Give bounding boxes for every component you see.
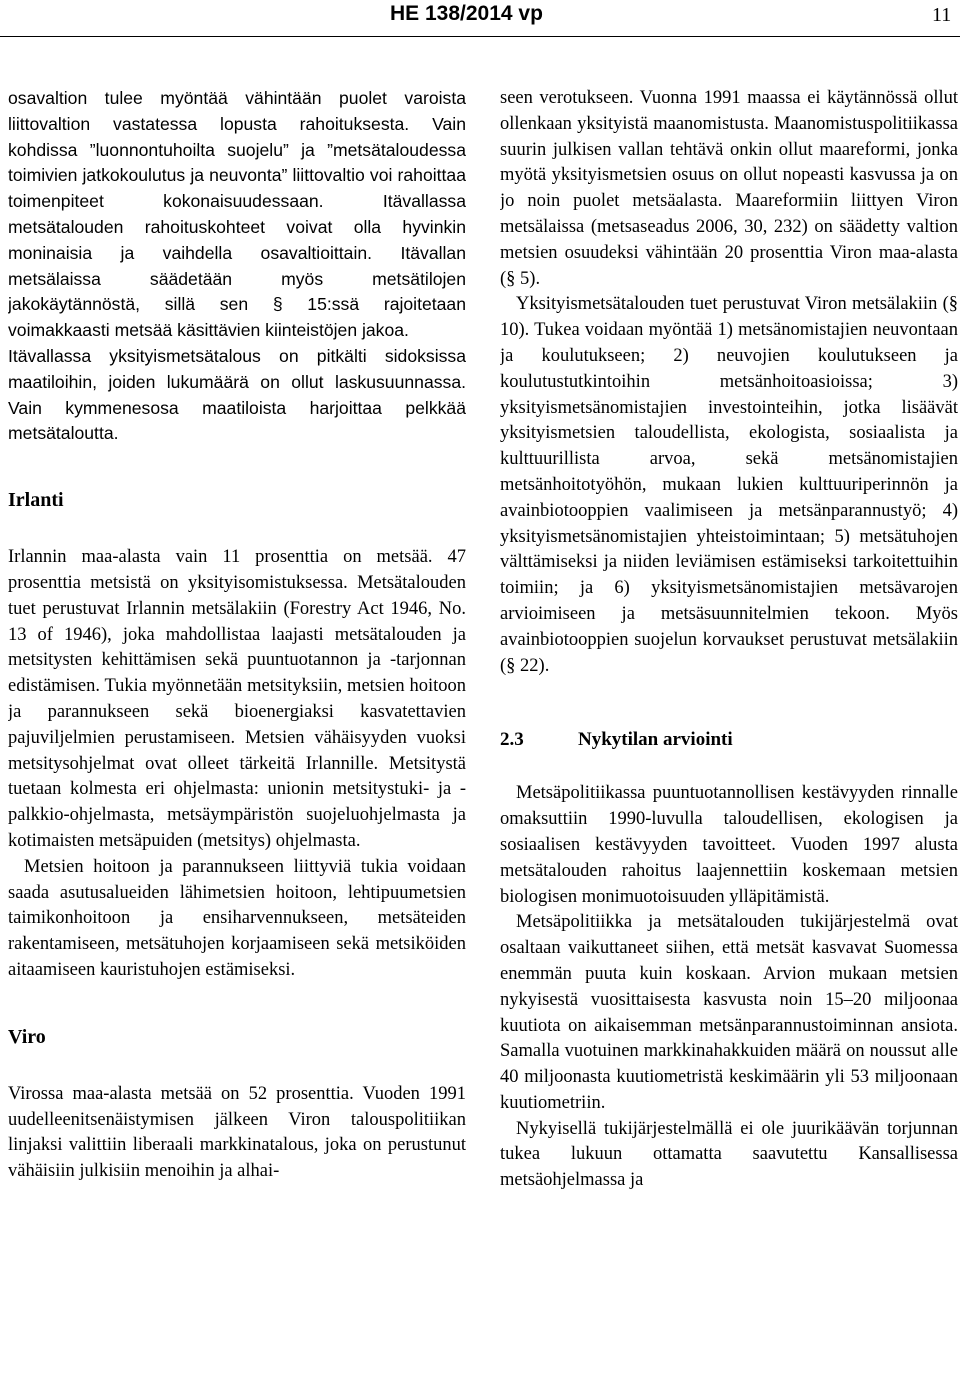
section-number: 2.3	[500, 729, 524, 751]
paragraph-policy-sustainability: Metsäpolitiikassa puuntuotannollisen kestävyyden rinnalle omaksuttiin 1990-luvulla taloudellisen, ekologisen ja sosiaalisen kestävyyden tavoitteet. Vuoden 1997 alusta metsätalouden rahoitus laajennettiin koskemaan metsien biologisen monimuotoisuuden ylläpitämistä.	[500, 783, 958, 907]
paragraph-austria-private-forestry: Itävallassa yksityismetsätalous on pitkälti sidoksissa maatiloihin, joiden lukumäärä on ollut laskusuunnassa. Vain kymmenesosa maatiloista harjoittaa pelkkää metsätaloutta.	[8, 345, 466, 444]
section-title: Nykytilan arviointi	[578, 729, 733, 751]
heading-ireland: Irlanti	[8, 489, 64, 512]
paragraph-policy-growth: Metsäpolitiikka ja metsätalouden tukijärjestelmä ovat osaltaan vaikuttaneet siihen, että metsät kasvavat Suomessa enemmän puuta kuin koskaan. Arvion mukaan metsien nykyisestä vuosittaisesta kasvusta noin 15–20 miljoonaa kuutiota on aikaisemman metsänparannustoiminnan ansiota. Samalla vuotuinen markkinahakkuiden määrä on noussut alle 40 miljoonasta kuutiometristä keskimäärin yli 53 miljoonaan kuutiometriin.	[500, 912, 958, 1113]
paragraph-austria-funding: osavaltion tulee myöntää vähintään puolet varoista liittovaltion vastatessa lopusta rahoituksesta. Vain kohdissa ”luonnontuhoilta suojelu” ja ”metsätaloudessa toimivien jatkokoulutus ja neuvonta” liittovaltio voi rahoittaa toimenpiteet kokonaisuudessaan. Itävallassa metsätalouden rahoituskohteet voivat olla hyvinkin moninaisia ja vaihdella osavaltioittain. Itävallan metsälaissa säädetään myös metsätilojen jakokäytännöstä, sillä sen § 15:ssä rajoitetaan voimakkaasti metsää käsittävien kiinteistöjen jakoa.	[8, 88, 466, 341]
section-heading	[500, 727, 958, 753]
header-divider	[0, 36, 960, 37]
paragraph-estonia-support: Yksityismetsätalouden tuet perustuvat Viron metsälakiin (§ 10). Tukea voidaan myöntää 1) metsänomistajien neuvontaan ja koulutukseen; 2) neuvojien koulutukseen ja koulutustutkintoihin metsänhoitoasioissa; 3) yksityismetsänomistajien investointeihin, jotka lisäävät yksityismetsien taloudellista, ekologista, sosiaalista ja kulttuurillista arvoa, sekä metsänomistajien metsänhoitotyöhön, mukaan lukien kulttuuriperinnön ja avainbiotooppien vaalimiseen ja metsänparannustyö; 4) yksityismetsänomistajien yhteistoimintaan; 5) metsätuhojen välttämiseksi ja niiden leviämisen estämiseksi tarkoitettuihin toimiin; ja 6) yksityismetsänomistajien metsävarojen arvioimiseen ja metsäsuunnitelmien tekoon. Myös avainbiotooppien suojelun korvaukset perustuvat metsälakiin (§ 22).	[500, 294, 958, 676]
paragraph-current-system: Nykyisellä tukijärjestelmällä ei ole juurikäävän torjunnan tukea lukuun ottamatta saavutettu Kansallisessa metsäohjelmassa ja	[500, 1118, 958, 1191]
paragraph-ireland-forestry: Irlannin maa-alasta vain 11 prosenttia on metsää. 47 prosenttia metsistä on yksityisomistuksessa. Metsätalouden tuet perustuvat Irlannin metsälakiin (Forestry Act 1946, No. 13 of 1946), joka mahdollistaa laajasti metsätalouden ja metsitysten kehittämisen sekä puuntuotannon ja -tarjonnan edistämisen. Tukia myönnetään metsityksiin, metsien hoitoon ja parannukseen sekä bioenergiaksi kasvatettavien pajuviljelmien perustamiseen. Metsien vähäisyyden vuoksi metsitysohjelmat ovat olleet tärkeitä Irlannille. Metsitystä tuetaan kolmesta eri ohjelmasta: unionin metsitystuki- ja -palkkio-ohjelmasta, metsäympäristön suojeluohjelmasta ja kotimaisten metsäpuiden (metsitys) ohjelmasta.	[8, 547, 466, 851]
heading-estonia: Viro	[8, 1025, 46, 1048]
paragraph-ireland-support: Metsien hoitoon ja parannukseen liittyviä tukia voidaan saada asutusalueiden lähimetsien hoitoon, lehtipuumetsien taimikonhoitoon ja ensiharvennukseen, metsäteiden rakentamiseen, metsätuhojen korjaamiseen sekä metsiköiden aitaamiseen kauristuhojen estämiseksi.	[8, 856, 466, 980]
page-header	[0, 0, 960, 40]
left-column	[8, 86, 466, 1386]
paragraph-estonia-intro: Virossa maa-alasta metsää on 52 prosenttia. Vuoden 1991 uudelleenitsenäistymisen jälkeen Viron talouspolitiikan linjaksi valittiin liberaali markkinatalous, joka on perustunut vähäisiin julkisiin menoihin ja alhai-	[8, 1083, 466, 1182]
right-column	[500, 86, 958, 1386]
paragraph-estonia-land-reform: seen verotukseen. Vuonna 1991 maassa ei käytännössä ollut ollenkaan yksityistä maanomistusta. Maanomistuspolitiikassa suurin julkisen vallan tehtävä onkin ollut maareformi, jonka myötä yksityismetsien osuus on ollut nopeasti kasvussa ja on jo noin puolet metsäalasta. Maareformiin liittyen Viron metsälaissa (metsaseadus 2006, 30, 232) on säädetty valtion metsien osuudeksi vähintään 20 prosenttia Viron maa-alasta (§ 5).	[500, 88, 958, 289]
document-id: HE 138/2014 vp	[390, 2, 543, 25]
page-number: 11	[932, 4, 952, 26]
